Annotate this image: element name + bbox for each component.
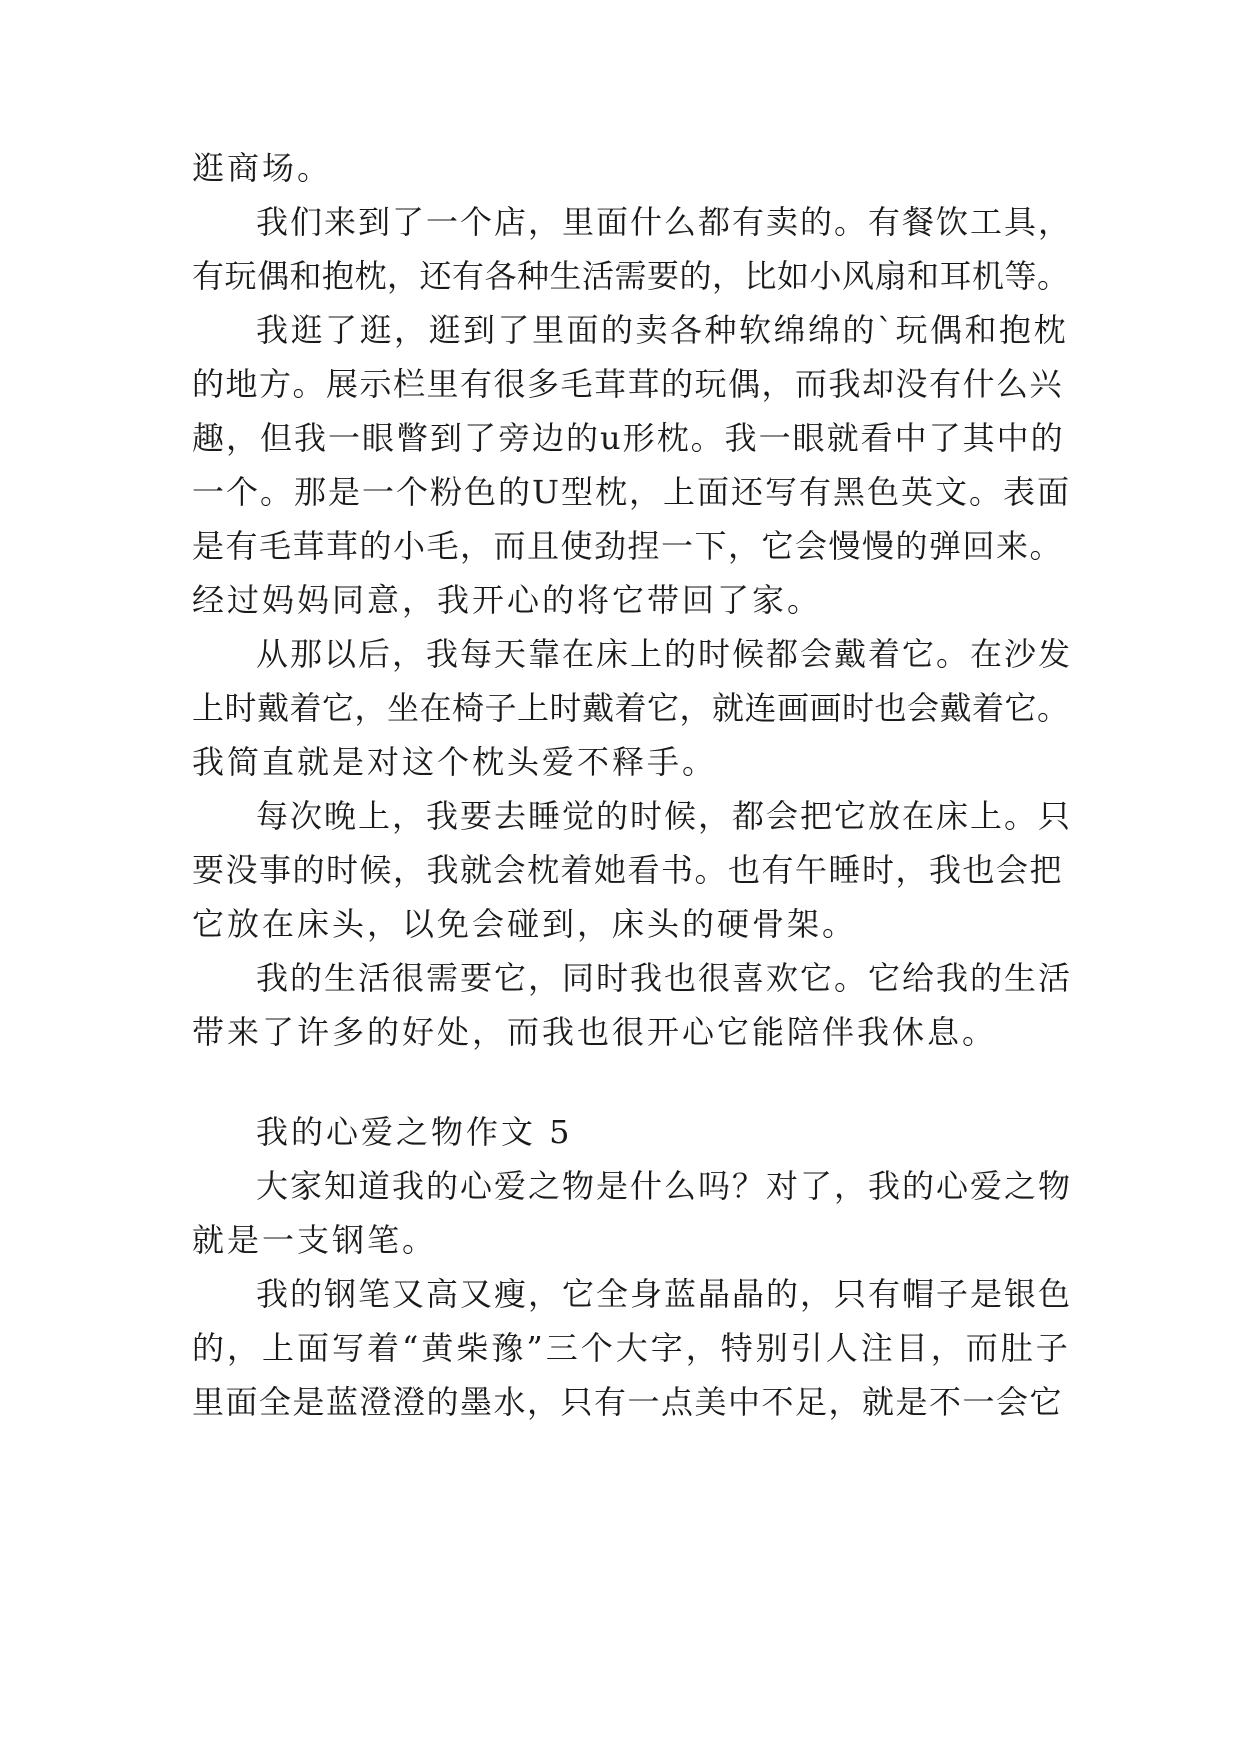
text-line: 一个。那是一个粉色的U型枕，上面还写有黑色英文。表面 <box>192 473 1071 511</box>
text-line: 的地方。展示栏里有很多毛茸茸的玩偶，而我却没有什么兴 <box>192 365 1064 403</box>
text-line: 的，上面写着“黄柴豫”三个大字，特别引人注目，而肚子 <box>192 1329 1071 1367</box>
text-line: 逛商场。 <box>192 149 333 187</box>
text-line: 我逛了逛，逛到了里面的卖各种软绵绵的`玩偶和抱枕 <box>256 311 1069 349</box>
text-line: 是有毛茸茸的小毛，而且使劲捏一下，它会慢慢的弹回来。 <box>192 527 1064 565</box>
text-line: 我们来到了一个店，里面什么都有卖的。有餐饮工具， <box>256 203 1073 241</box>
section-title: 我的心爱之物作文 5 <box>256 1113 573 1151</box>
text-line: 我的钢笔又高又瘦，它全身蓝晶晶的，只有帽子是银色 <box>256 1275 1073 1313</box>
text-line: 有玩偶和抱枕，还有各种生活需要的，比如小风扇和耳机等。 <box>192 257 1070 295</box>
text-line: 大家知道我的心爱之物是什么吗？对了，我的心爱之物 <box>256 1167 1073 1205</box>
text-line: 我简直就是对这个枕头爱不释手。 <box>192 743 718 781</box>
text-line: 带来了许多的好处，而我也很开心它能陪伴我休息。 <box>192 1013 998 1051</box>
text-line: 趣，但我一眼瞥到了旁边的u形枕。我一眼就看中了其中的 <box>192 419 1065 457</box>
text-line: 从那以后，我每天靠在床上的时候都会戴着它。在沙发 <box>256 635 1073 673</box>
text-line: 它放在床头，以免会碰到，床头的硬骨架。 <box>192 905 858 943</box>
text-line: 要没事的时候，我就会枕着她看书。也有午睡时，我也会把 <box>192 851 1064 889</box>
text-line: 每次晚上，我要去睡觉的时候，都会把它放在床上。只 <box>256 797 1073 835</box>
text-line: 上时戴着它，坐在椅子上时戴着它，就连画画时也会戴着它。 <box>192 689 1070 727</box>
text-line: 经过妈妈同意，我开心的将它带回了家。 <box>192 581 823 619</box>
text-line: 就是一支钢笔。 <box>192 1221 438 1259</box>
text-line: 里面全是蓝澄澄的墨水，只有一点美中不足，就是不一会它 <box>192 1383 1064 1421</box>
text-line: 我的生活很需要它，同时我也很喜欢它。它给我的生活 <box>256 959 1073 997</box>
